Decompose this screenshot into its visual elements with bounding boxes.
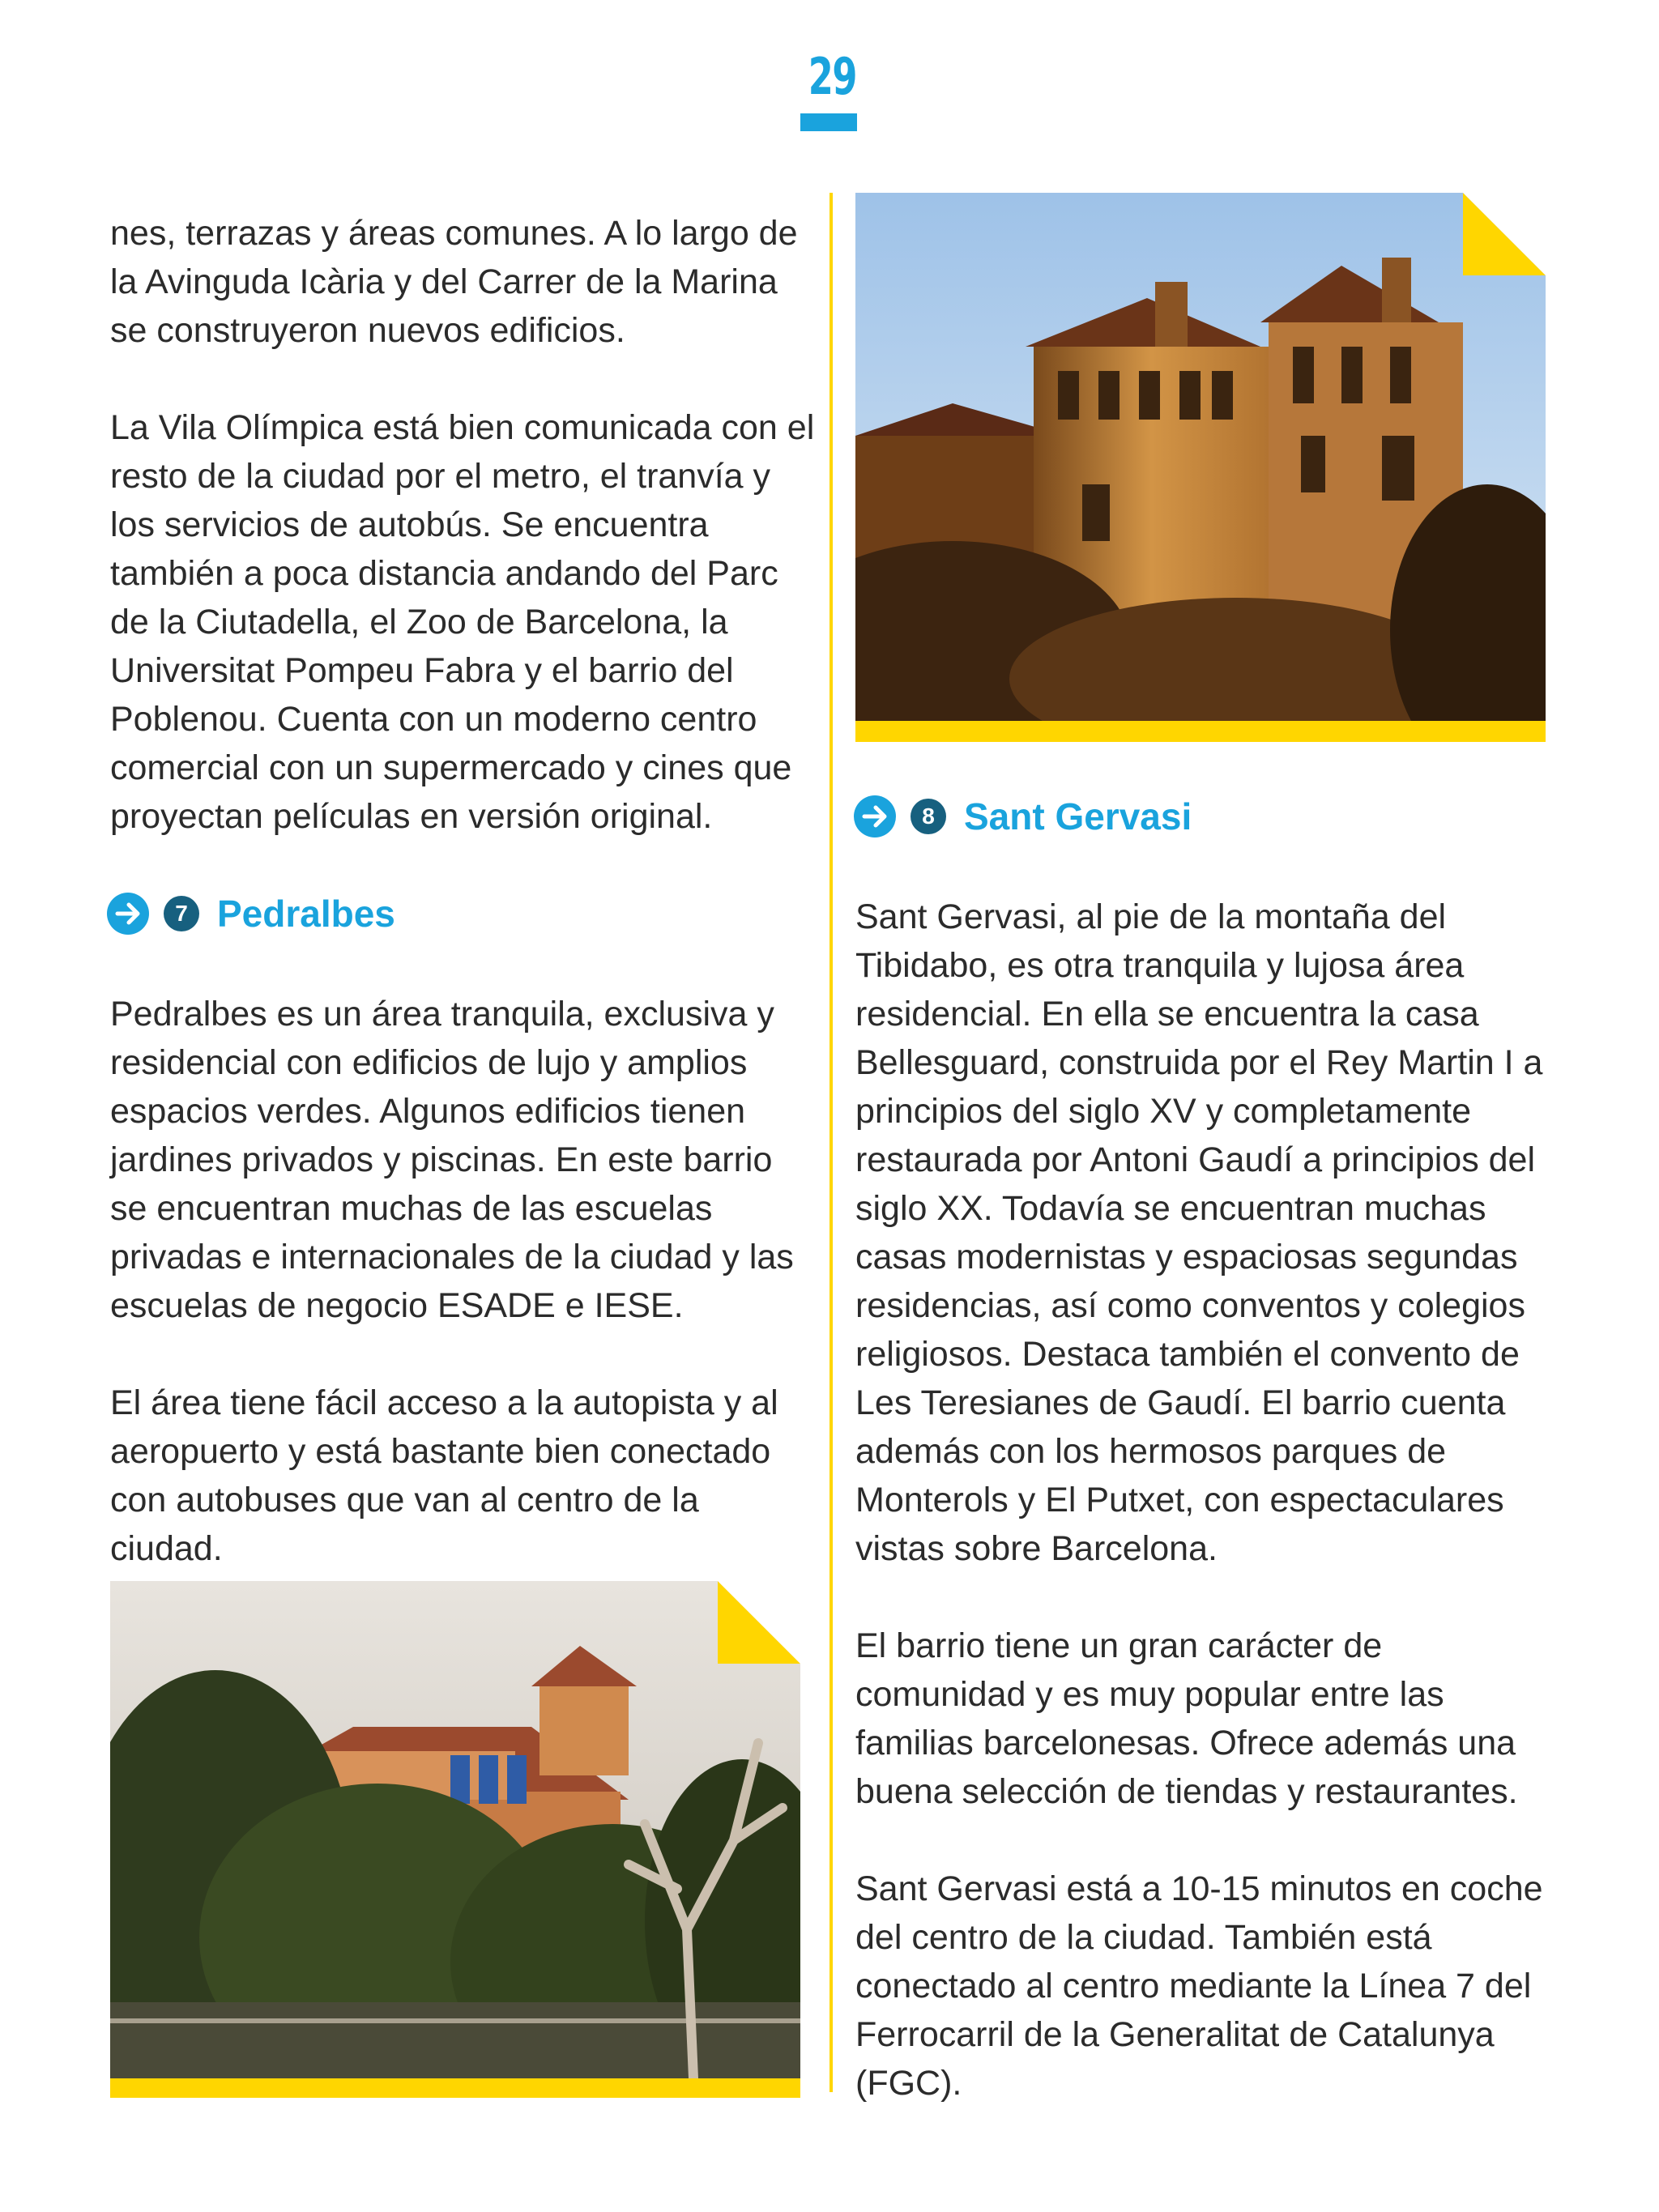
section-title: Pedralbes — [217, 893, 395, 935]
vila-olimpica-paragraph: La Vila Olímpica está bien comunicada con el resto de la ciudad por el metro, el tranvía y los servicios de autobús. Se encuentra también a poca distancia andando del Parc de la Ciutadella, el Zoo de Barcelona, la Universitat Pompeu Fabra y el barrio del Poblenou. Cuenta con un moderno centro comercial con un supermercado y cines que proyectan películas en versión original. — [110, 408, 815, 836]
page-number-underline — [800, 113, 857, 131]
corner-fold-decoration — [718, 1581, 800, 1664]
pedralbes-photo — [110, 1581, 800, 2078]
pedralbes-photo-bar — [110, 2078, 800, 2098]
section-number-badge: 8 — [911, 799, 946, 834]
sant-gervasi-paragraph-2: El barrio tiene un gran carácter de comunidad y es muy popular entre las familias barcelonesas. Ofrece además una buena selección de tiendas y restaurantes. — [855, 1626, 1518, 1811]
corner-fold-decoration — [1463, 193, 1546, 275]
column-divider — [830, 193, 833, 2092]
sant-gervasi-heading — [854, 792, 1192, 841]
arrow-right-icon — [107, 893, 149, 935]
arrow-right-icon — [854, 795, 896, 837]
sant-gervasi-paragraph-1: Sant Gervasi, al pie de la montaña del Tibidabo, es otra tranquila y lujosa área residencial. En ella se encuentra la casa Bellesguard, construida por el Rey Martin I a principios del siglo XV y completamente restaurada por Antoni Gaudí a principios del siglo XX. Todavía se encuentran muchas casas modernistas y espaciosas segundas residencias, así como conventos y colegios religiosos. Destaca también el convento de Les Teresianes de Gaudí. El barrio cuenta además con los hermosos parques de Monterols y El Putxet, con espectaculares vistas sobre Barcelona. — [855, 897, 1543, 1568]
pedralbes-paragraph-1: Pedralbes es un área tranquila, exclusiva y residencial con edificios de lujo y amplios espacios verdes. Algunos edificios tienen jardines privados y piscinas. En este barrio se encuentran muchas de las escuelas privadas e internacionales de la ciudad y las escuelas de negocio ESADE e IESE. — [110, 995, 794, 1325]
pedralbes-heading — [107, 889, 395, 938]
page-number: 29 — [808, 47, 857, 106]
pedralbes-paragraph-2: El área tiene fácil acceso a la autopista y al aeropuerto y está bastante bien conectado con autobuses que van al centro de la ciudad. — [110, 1383, 778, 1568]
intro-paragraph: nes, terrazas y áreas comunes. A lo largo de la Avinguda Icària y del Carrer de la Marina se construyeron nuevos edificios. — [110, 214, 798, 350]
section-number-badge: 7 — [164, 896, 199, 931]
sant-gervasi-photo-bar — [855, 721, 1546, 742]
section-title: Sant Gervasi — [964, 795, 1192, 837]
sant-gervasi-photo — [855, 193, 1546, 721]
sant-gervasi-paragraph-3: Sant Gervasi está a 10-15 minutos en coche del centro de la ciudad. También está conectado al centro mediante la Línea 7 del Ferrocarril de la Generalitat de Catalunya (FGC). — [855, 1869, 1543, 2103]
